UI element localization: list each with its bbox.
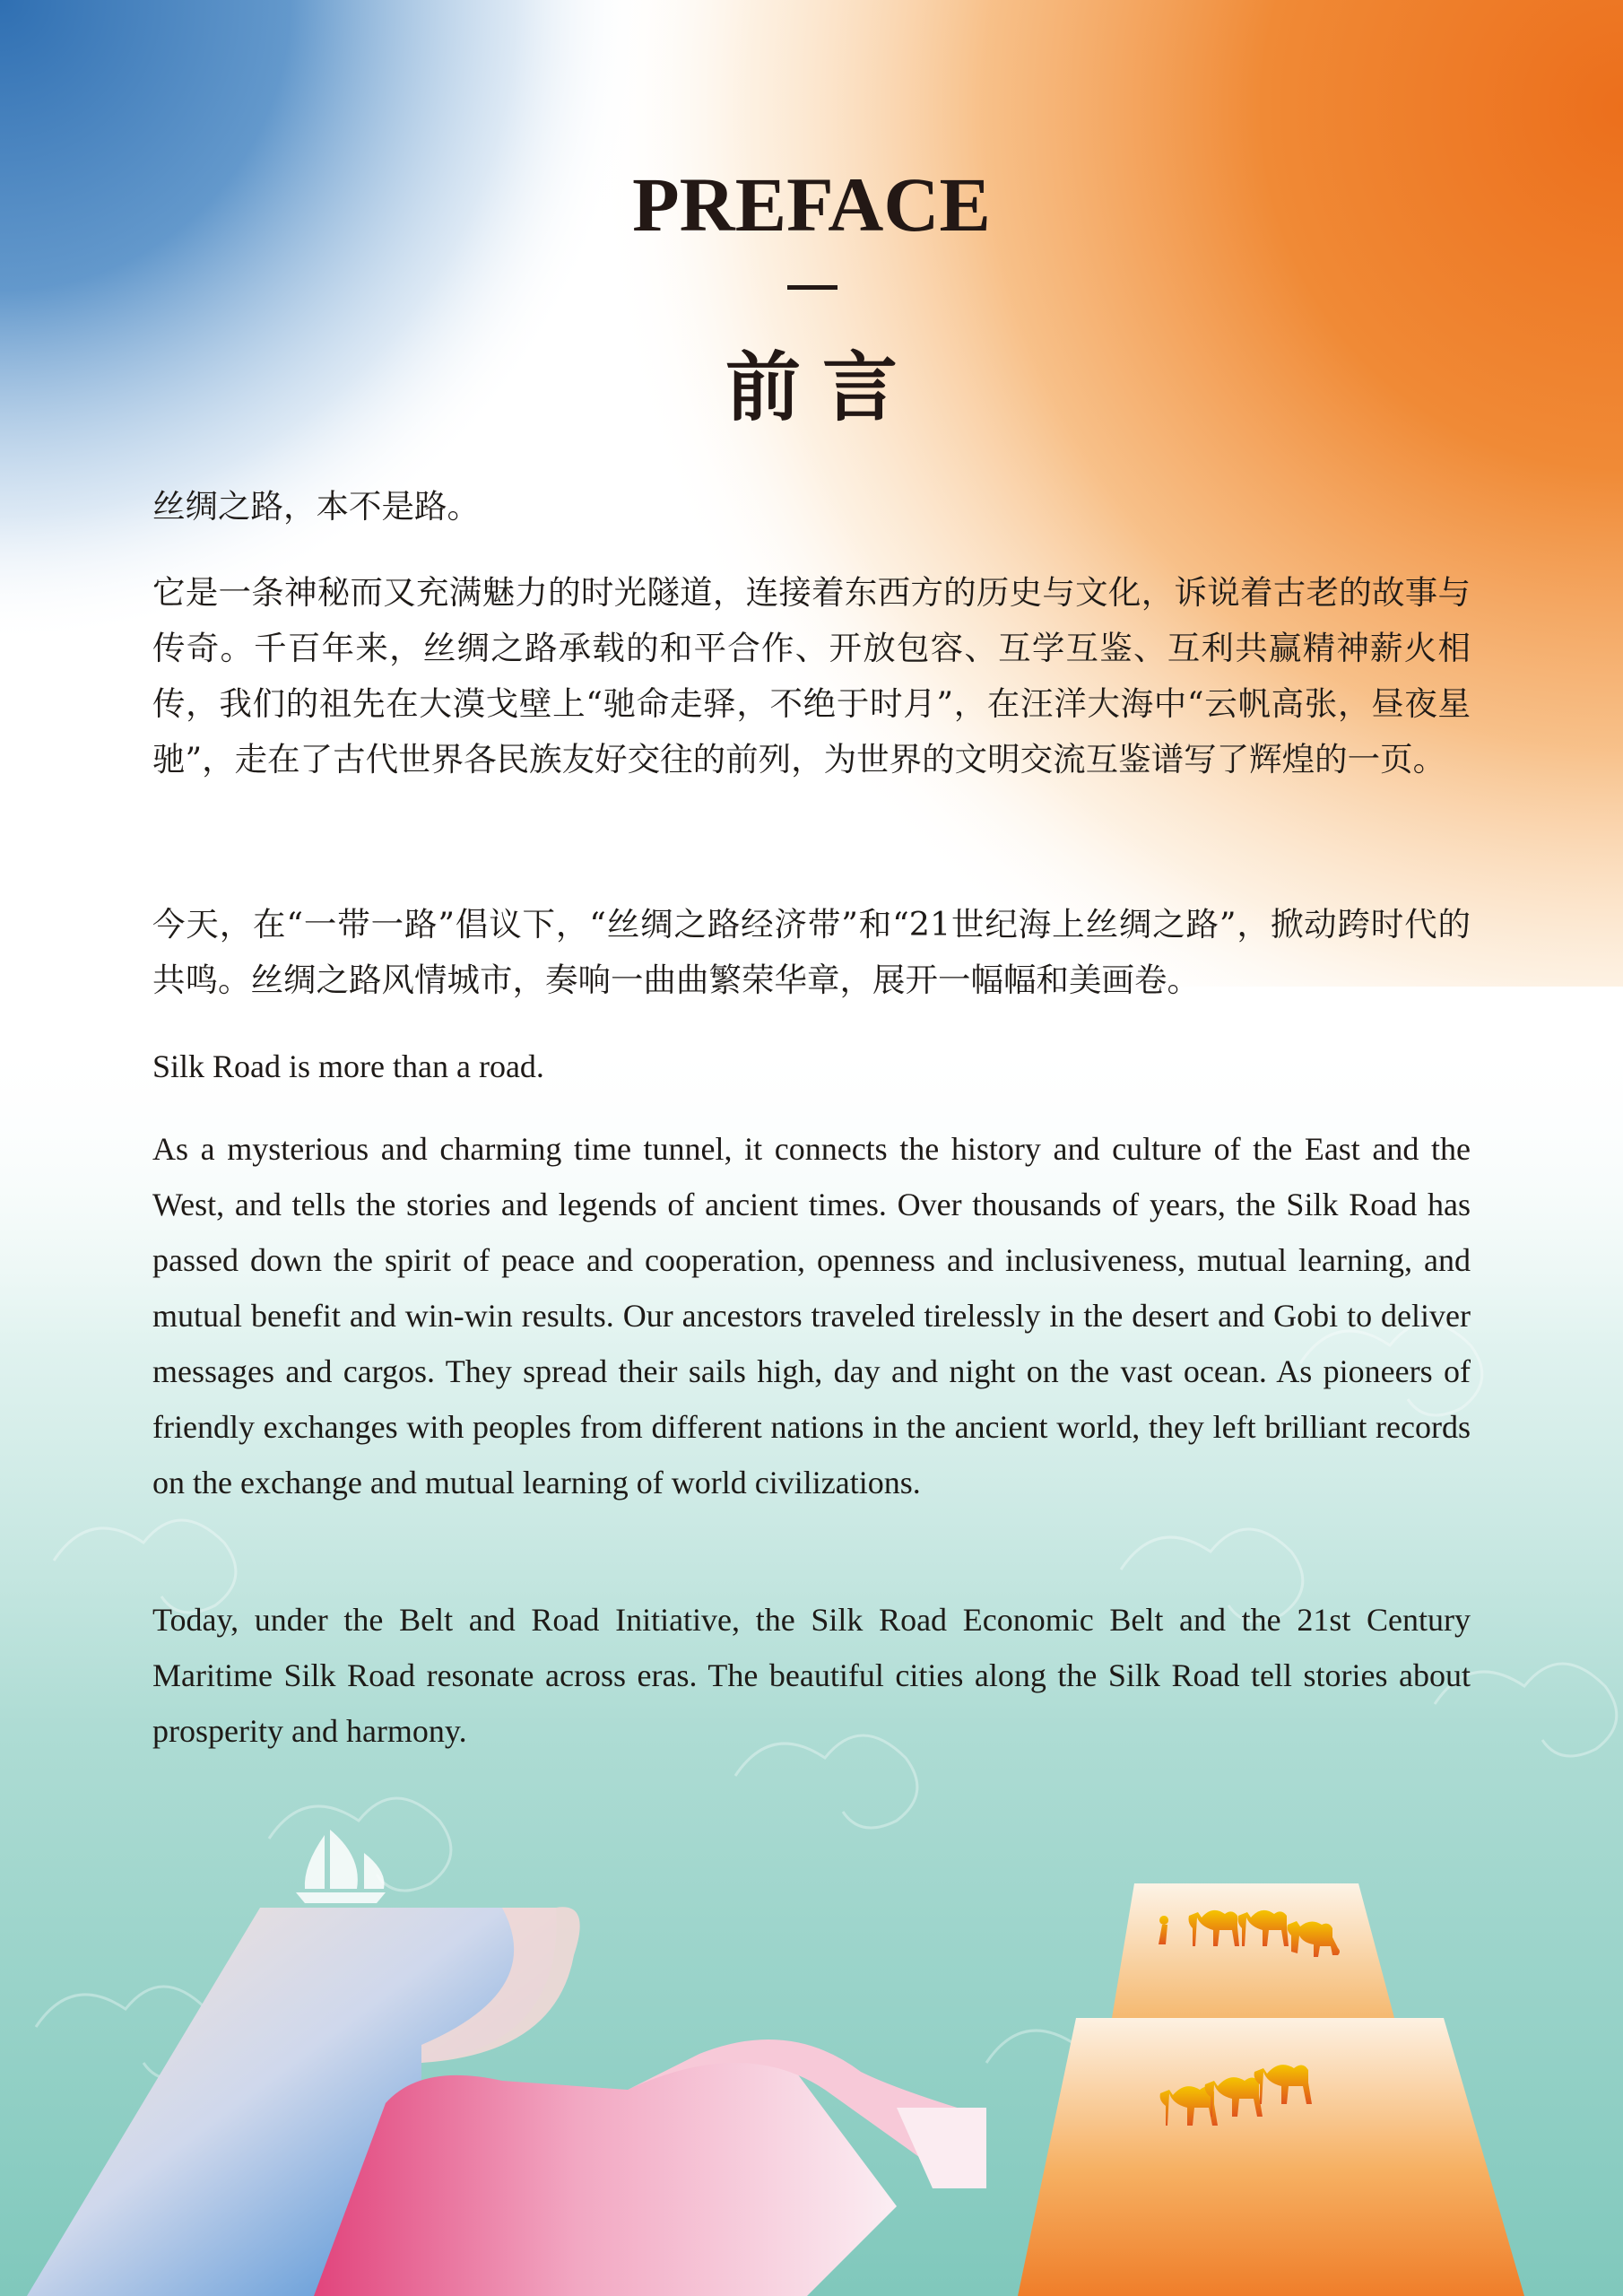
- title-en: PREFACE: [632, 161, 991, 248]
- ribbon-scroll: [27, 1907, 986, 2296]
- paragraph-en-1: Silk Road is more than a road.: [152, 1048, 544, 1084]
- paragraph-cn-2: 它是一条神秘而又充满魅力的时光隧道，连接着东西方的历史与文化，诉说着古老的故事与传奇。千百年来，丝绸之路承载的和平合作、开放包容、互学互鉴、互利共赢精神薪火相传，我们的祖先在大漠戈壁上“驰命走驿，不绝于时月”，在汪洋大海中“云帆高张，昼夜星驰”，走在了古代世界各民族友好交往的前列，为世界的文明交流互鉴谱写了辉煌的一页。: [152, 573, 1471, 778]
- paragraph-cn-1: 丝绸之路，本不是路。: [152, 487, 480, 526]
- sailboat-icon: [296, 1830, 386, 1903]
- paragraph-en-3: Today, under the Belt and Road Initiative, the Silk Road Economic Belt and the 21st Century Maritime Silk Road resonate across eras. The beautiful cities along the Silk Road tell stories about prosperity and harmony.: [152, 1602, 1471, 1749]
- paragraph-cn-3: 今天，在“一带一路”倡议下，“丝绸之路经济带”和“21世纪海上丝绸之路”，掀动跨时代的共鸣。丝绸之路风情城市，奏响一曲曲繁荣华章，展开一幅幅和美画卷。: [152, 905, 1471, 999]
- stepped-pedestals: [1018, 1883, 1524, 2296]
- title-cn: 前言: [725, 344, 919, 431]
- paragraph-en-2: As a mysterious and charming time tunnel, it connects the history and culture of the East and the West, and tells the stories and legends of ancient times. Over thousands of years, the Silk Road has passed down the spirit of peace and cooperation, openness and inclusiveness, mutual learning, and mutual benefit and win-win results. Our ancestors traveled tirelessly in the desert and Gobi to deliver messages and cargos. They spread their sails high, day and night on the vast ocean. As pioneers of friendly exchanges with peoples from different nations in the ancient world, they left brilliant records on the exchange and mutual learning of world civilizations.: [152, 1131, 1471, 1500]
